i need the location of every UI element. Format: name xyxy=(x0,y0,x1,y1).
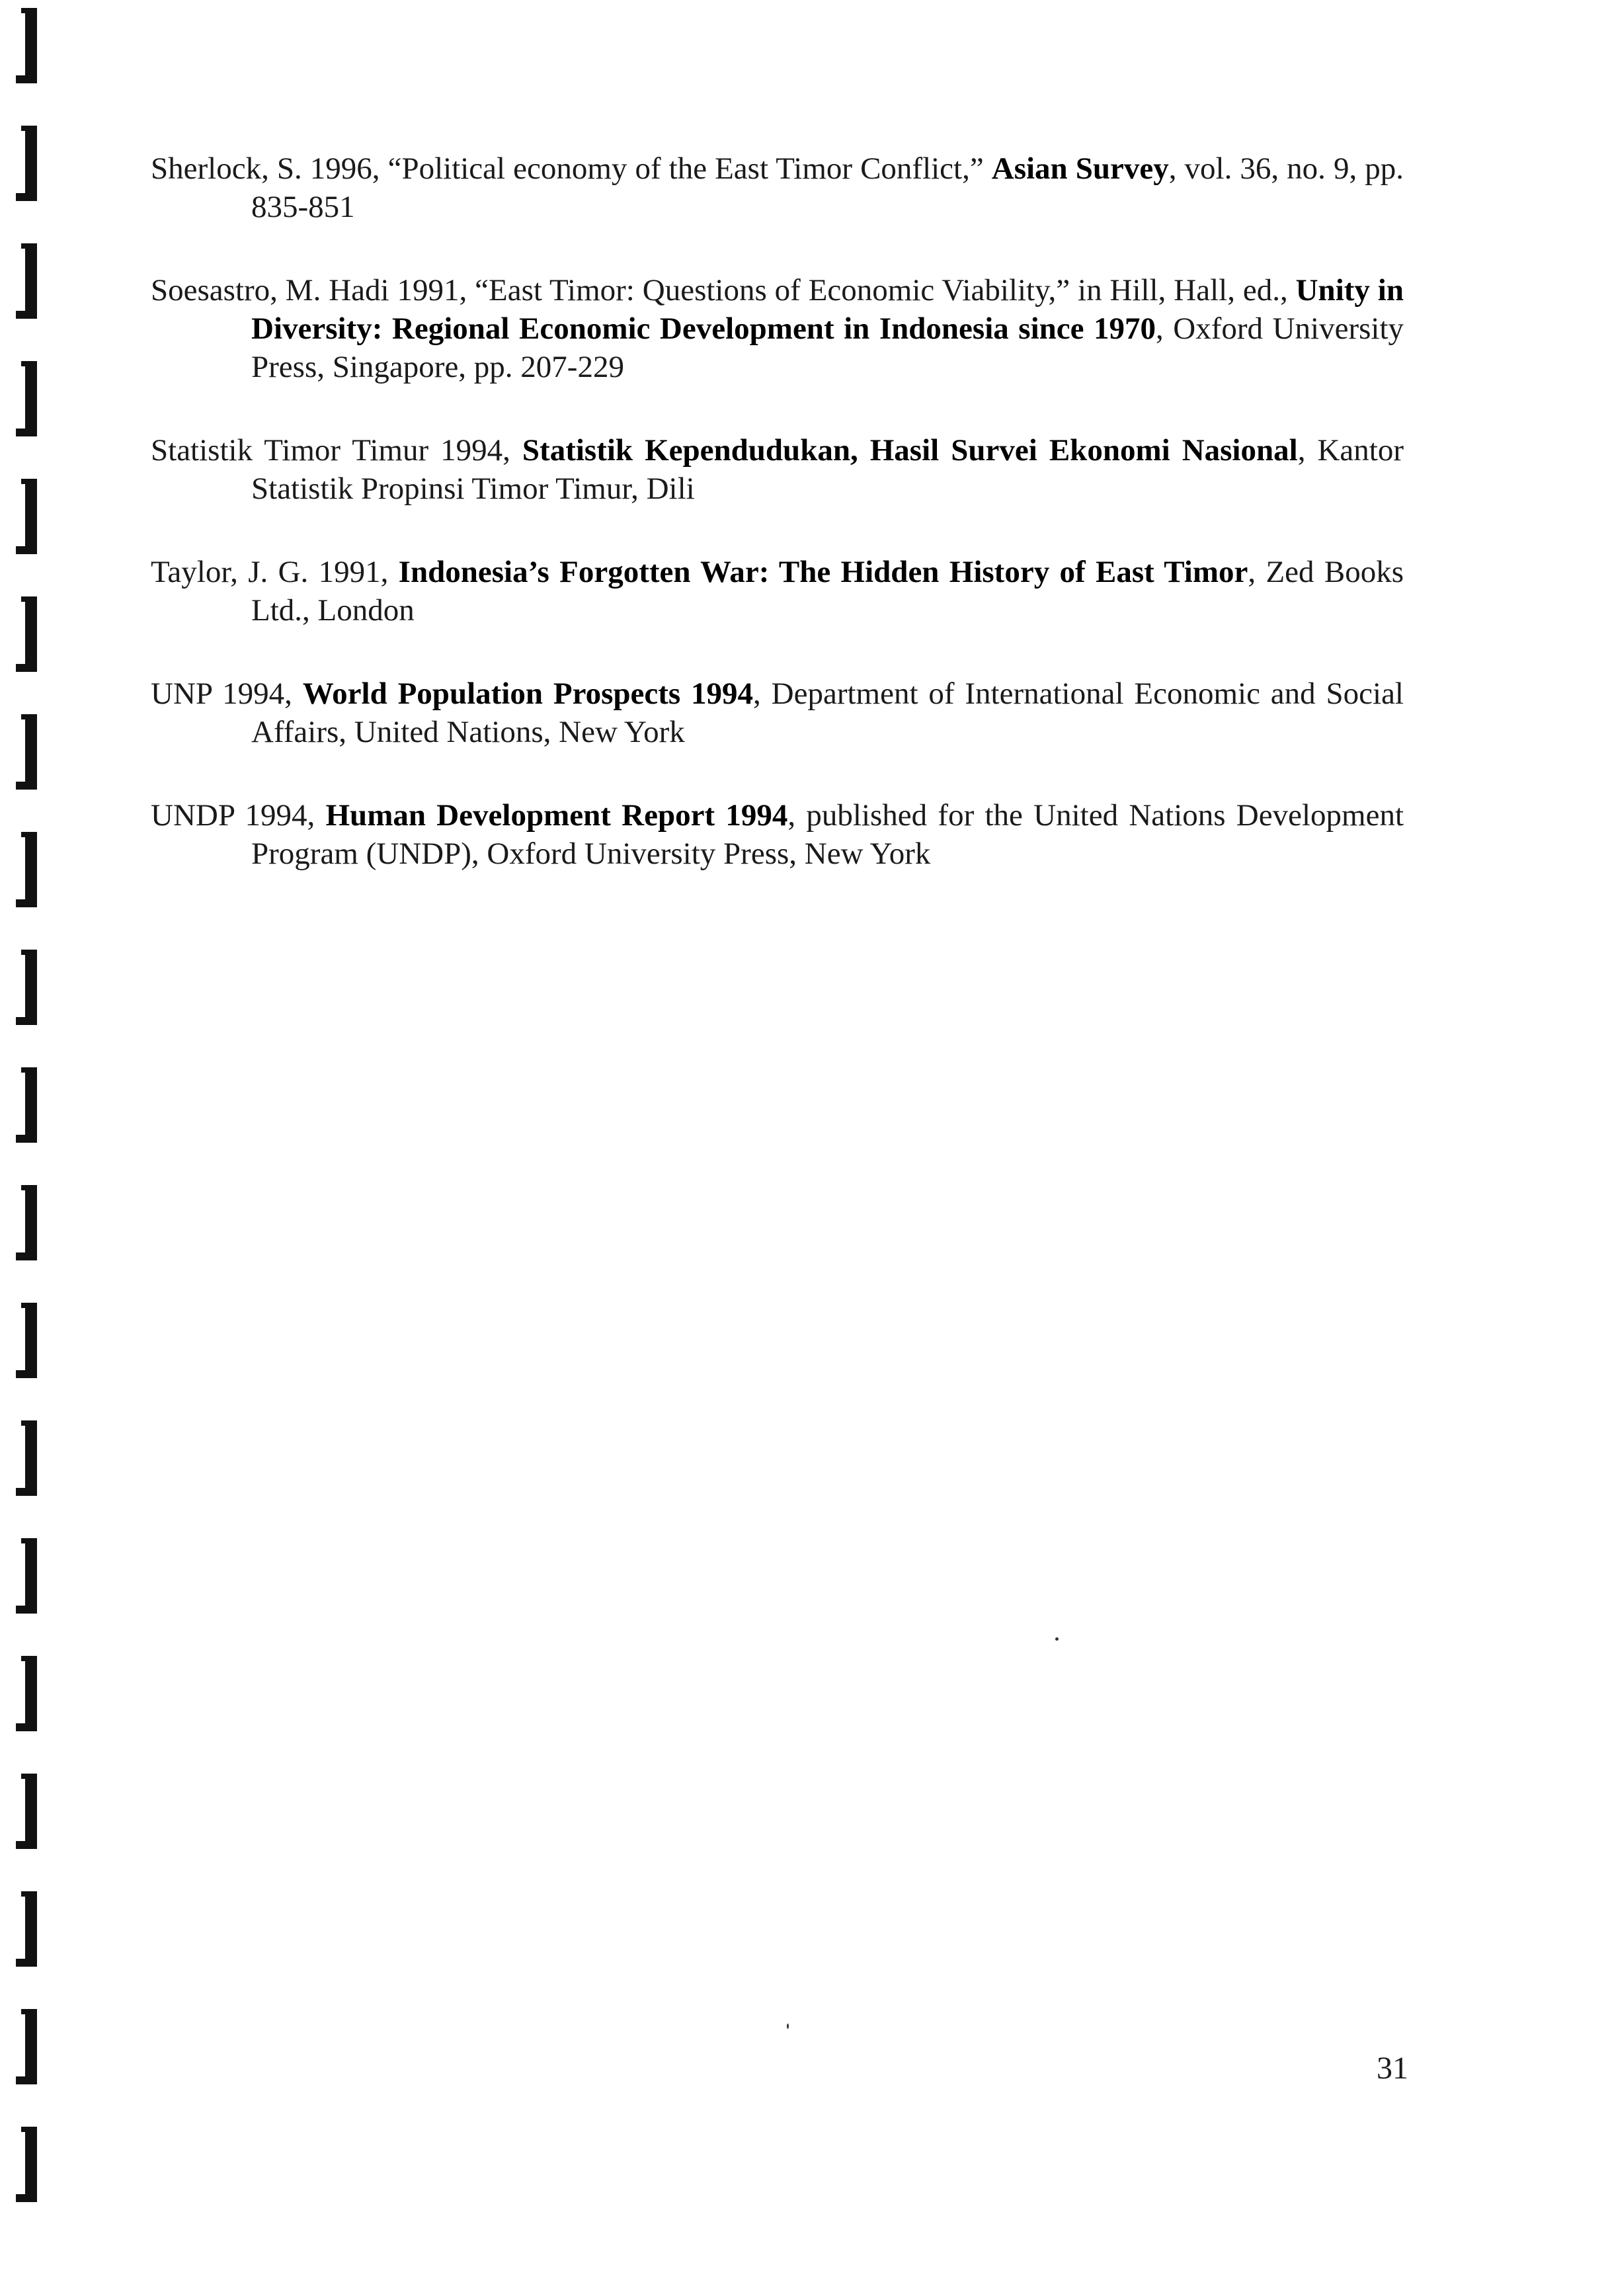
reference-entry xyxy=(151,796,1404,873)
reference-details: , Oxford University Press, Singapore, pp. 207-229 xyxy=(251,311,1404,384)
reference-text: Taylor, J. G. 1991, xyxy=(151,555,399,589)
binding-clip-icon xyxy=(15,1772,38,1850)
binding-clip-icon xyxy=(15,1184,38,1262)
scan-speck xyxy=(787,2024,789,2029)
reference-text: UNP 1994, xyxy=(151,676,303,711)
binding-clip-icon xyxy=(15,831,38,909)
reference-entry xyxy=(151,431,1404,508)
reference-details: , published for the United Nations Development Program (UNDP), Oxford University Press, New York xyxy=(251,798,1404,871)
spiral-binding xyxy=(0,0,79,2296)
reference-entry xyxy=(151,149,1404,226)
scan-speck xyxy=(1055,1637,1059,1641)
binding-clip-icon xyxy=(15,1537,38,1615)
binding-clip-icon xyxy=(15,713,38,791)
binding-clip-icon xyxy=(15,1419,38,1497)
reference-text: Statistik Timor Timur 1994, xyxy=(151,433,522,468)
reference-text: Soesastro, M. Hadi 1991, “East Timor: Questions of Economic Viability,” in Hill, Hall, ed., xyxy=(151,273,1296,308)
binding-clip-icon xyxy=(15,948,38,1026)
reference-text: UNDP 1994, xyxy=(151,798,326,833)
binding-clip-icon xyxy=(15,1655,38,1733)
reference-details: , Zed Books Ltd., London xyxy=(251,555,1404,628)
reference-details: , vol. 36, no. 9, pp. 835-851 xyxy=(251,151,1404,224)
binding-clip-icon xyxy=(15,1301,38,1379)
reference-details: , Department of International Economic and Social Affairs, United Nations, New York xyxy=(251,676,1404,749)
binding-clip-icon xyxy=(15,1890,38,1968)
reference-title: Indonesia’s Forgotten War: The Hidden History of East Timor xyxy=(398,555,1248,589)
binding-clip-icon xyxy=(15,124,38,202)
binding-clip-icon xyxy=(15,242,38,320)
binding-clip-icon xyxy=(15,360,38,438)
reference-details: , Kantor Statistik Propinsi Timor Timur, Dili xyxy=(251,433,1404,506)
page-number: 31 xyxy=(1377,2051,1408,2086)
reference-title: World Population Prospects 1994 xyxy=(302,676,754,711)
reference-entry xyxy=(151,271,1404,386)
reference-title: Statistik Kependudukan, Hasil Survei Ekonomi Nasional xyxy=(522,433,1298,468)
binding-clip-icon xyxy=(15,595,38,673)
binding-clip-icon xyxy=(15,1066,38,1144)
reference-title: Human Development Report 1994 xyxy=(325,798,788,833)
reference-title: Asian Survey xyxy=(991,151,1169,186)
binding-clip-icon xyxy=(15,7,38,85)
reference-entry xyxy=(151,675,1404,751)
reference-entry xyxy=(151,553,1404,630)
reference-text: Sherlock, S. 1996, “Political economy of the East Timor Conflict,” xyxy=(151,151,992,186)
binding-clip-icon xyxy=(15,2008,38,2086)
binding-clip-icon xyxy=(15,477,38,555)
binding-clip-icon xyxy=(15,2125,38,2203)
reference-title: Unity in Diversity: Regional Economic Development in Indonesia since 1970 xyxy=(251,273,1404,346)
reference-list xyxy=(151,149,1404,918)
